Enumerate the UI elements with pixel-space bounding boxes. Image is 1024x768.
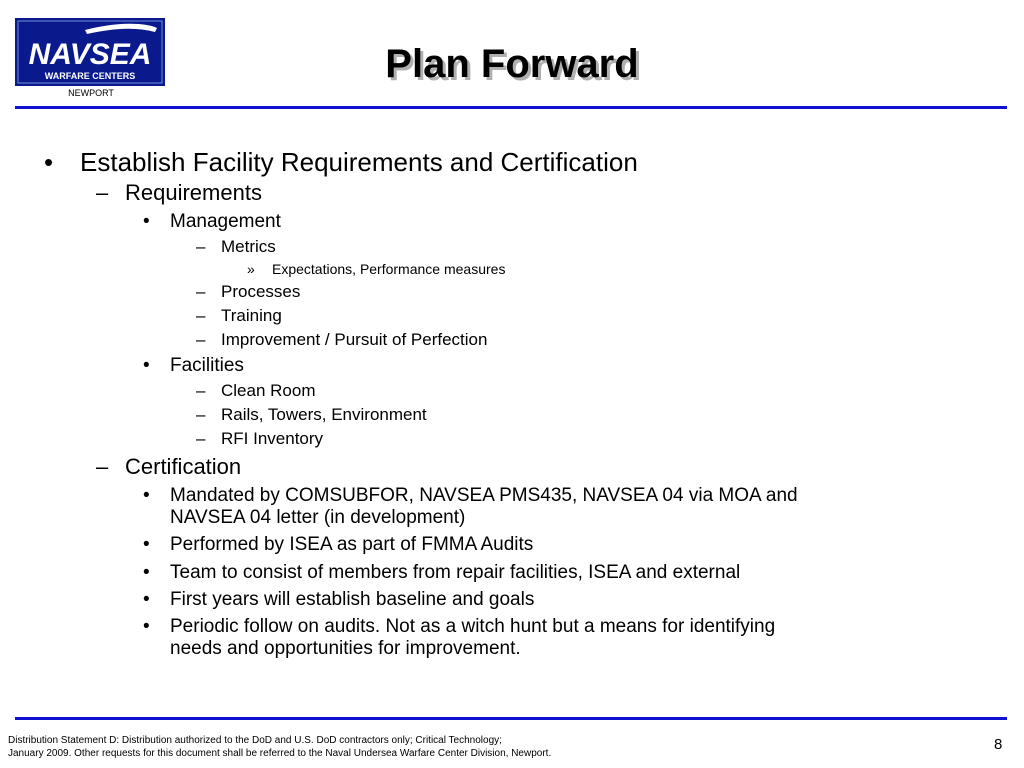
dash-marker: – <box>196 237 206 256</box>
dash-marker: – <box>196 330 206 349</box>
dash-marker: – <box>196 429 206 448</box>
outline-text: Performed by ISEA as part of FMMA Audits <box>170 534 534 555</box>
outline-text: Expectations, Performance measures <box>272 261 506 277</box>
bullet-marker: • <box>143 485 150 506</box>
bullet-marker: • <box>44 147 54 177</box>
outline-text: Management <box>170 211 281 232</box>
footer-divider <box>15 717 1007 720</box>
dash-marker: – <box>96 454 109 479</box>
bullet-marker: • <box>143 534 150 555</box>
bullet-marker: • <box>143 589 150 610</box>
outline-text: Processes <box>221 282 301 301</box>
page-number: 8 <box>994 736 1003 753</box>
outline-text: Certification <box>125 454 242 479</box>
outline-text: Team to consist of members from repair facilities, ISEA and external <box>170 562 741 583</box>
slide-title: Plan Forward <box>385 42 639 86</box>
outline-text: Metrics <box>221 237 276 256</box>
outline-text: Improvement / Pursuit of Perfection <box>221 330 488 349</box>
outline-text: Training <box>221 306 282 325</box>
logo-tagline: WARFARE CENTERS <box>44 71 136 81</box>
dash-marker: – <box>196 306 206 325</box>
dash-marker: – <box>196 405 206 424</box>
bullet-marker: • <box>143 211 150 232</box>
logo-wordmark: NAVSEA <box>28 38 152 71</box>
header-divider <box>15 106 1007 109</box>
dash-marker: – <box>196 282 206 301</box>
outline-text: Mandated by COMSUBFOR, NAVSEA PMS435, NAVSEA 04 via MOA and <box>170 485 798 506</box>
outline-text: Requirements <box>125 180 262 205</box>
dash-marker: – <box>96 180 109 205</box>
bullet-marker: • <box>143 616 150 637</box>
distribution-line-2: January 2009. Other requests for this document shall be referred to the Naval Undersea Warfare Center Division, Newport. <box>8 748 552 759</box>
bullet-marker: • <box>143 355 150 376</box>
distribution-line-1: Distribution Statement D: Distribution authorized to the DoD and U.S. DoD contractors only; Critical Technology; <box>8 735 502 746</box>
outline-text: Rails, Towers, Environment <box>221 405 427 424</box>
outline-text: RFI Inventory <box>221 429 324 448</box>
dash-marker: – <box>196 381 206 400</box>
outline-text: Clean Room <box>221 381 316 400</box>
outline-text-continued: needs and opportunities for improvement. <box>170 638 521 659</box>
outline-text-continued: NAVSEA 04 letter (in development) <box>170 507 466 528</box>
outline-text: First years will establish baseline and goals <box>170 589 535 610</box>
bullet-marker: • <box>143 562 150 583</box>
outline-text: Establish Facility Requirements and Certification <box>80 147 638 177</box>
distribution-statement <box>8 734 551 760</box>
outline-text: Periodic follow on audits. Not as a witch hunt but a means for identifying <box>170 616 776 637</box>
logo-location: NEWPORT <box>68 88 114 98</box>
outline-text: Facilities <box>170 355 244 376</box>
chevron-marker: » <box>247 261 255 277</box>
